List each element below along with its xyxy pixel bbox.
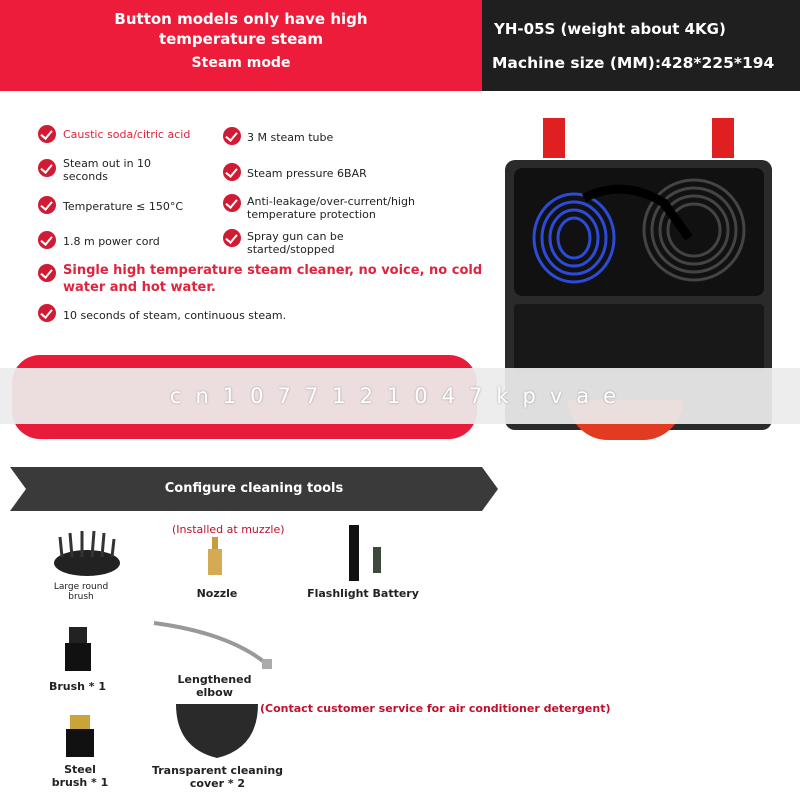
right-latch xyxy=(712,118,734,158)
brush-label: Brush * 1 xyxy=(48,680,107,693)
check-icon xyxy=(38,264,56,282)
installed-note: (Installed at muzzle) xyxy=(172,523,285,536)
elbow-label: Lengthened elbow xyxy=(177,673,252,699)
feature-3: Steam out in 10 seconds xyxy=(63,157,152,183)
case-lid xyxy=(514,168,764,296)
feature-6: Anti-leakage/over-current/high temperature protection xyxy=(247,195,415,221)
feature-10: 10 seconds of steam, continuous steam. xyxy=(63,309,287,322)
feature-5: Temperature ≤ 150°C xyxy=(63,200,184,213)
flashlight-label: Flashlight Battery xyxy=(307,587,419,600)
brush-icon xyxy=(65,627,91,671)
round-brush-icon xyxy=(52,527,122,577)
check-icon xyxy=(38,159,56,177)
feature-4: Steam pressure 6BAR xyxy=(247,167,367,180)
contact-note: (Contact customer service for air conditioner detergent) xyxy=(260,702,611,715)
check-icon xyxy=(38,196,56,214)
nozzle-icon xyxy=(203,537,227,579)
check-icon xyxy=(38,125,56,143)
check-icon xyxy=(223,229,241,247)
header-text-1: Button models only have high temperature steam xyxy=(114,10,368,48)
check-icon xyxy=(38,304,56,322)
flashlight-icon xyxy=(343,525,388,583)
feature-9: Single high temperature steam cleaner, no voice, no cold water and hot water. xyxy=(63,263,483,295)
model-weight: YH-05S (weight about 4KG) xyxy=(494,20,726,38)
check-icon xyxy=(38,231,56,249)
header-right-banner xyxy=(482,0,800,91)
header-mode: Steam mode xyxy=(191,55,291,71)
elbow-icon xyxy=(150,617,275,672)
feature-2: 3 M steam tube xyxy=(247,131,334,144)
cleaning-cover-icon xyxy=(172,700,262,760)
control-panel xyxy=(514,304,764,372)
steel-brush-icon xyxy=(66,715,94,757)
machine-size: Machine size (MM):428*225*194 xyxy=(492,54,775,72)
check-icon xyxy=(223,163,241,181)
header-left-banner xyxy=(0,0,482,91)
feature-8: Spray gun can be started/stopped xyxy=(247,230,344,256)
steel-brush-label: Steel brush * 1 xyxy=(51,763,109,789)
check-icon xyxy=(223,127,241,145)
check-icon xyxy=(223,194,241,212)
section-title: Configure cleaning tools xyxy=(164,481,344,496)
nozzle-label: Nozzle xyxy=(196,587,238,600)
left-latch xyxy=(543,118,565,158)
feature-1: Caustic soda/citric acid xyxy=(63,128,191,141)
watermark-bar: cn1077121047kpvae xyxy=(0,368,800,424)
round-brush-label: Large round brush xyxy=(53,582,109,602)
cover-label: Transparent cleaning cover * 2 xyxy=(151,764,284,790)
feature-7: 1.8 m power cord xyxy=(63,235,160,248)
steam-hose-icon xyxy=(514,168,764,296)
